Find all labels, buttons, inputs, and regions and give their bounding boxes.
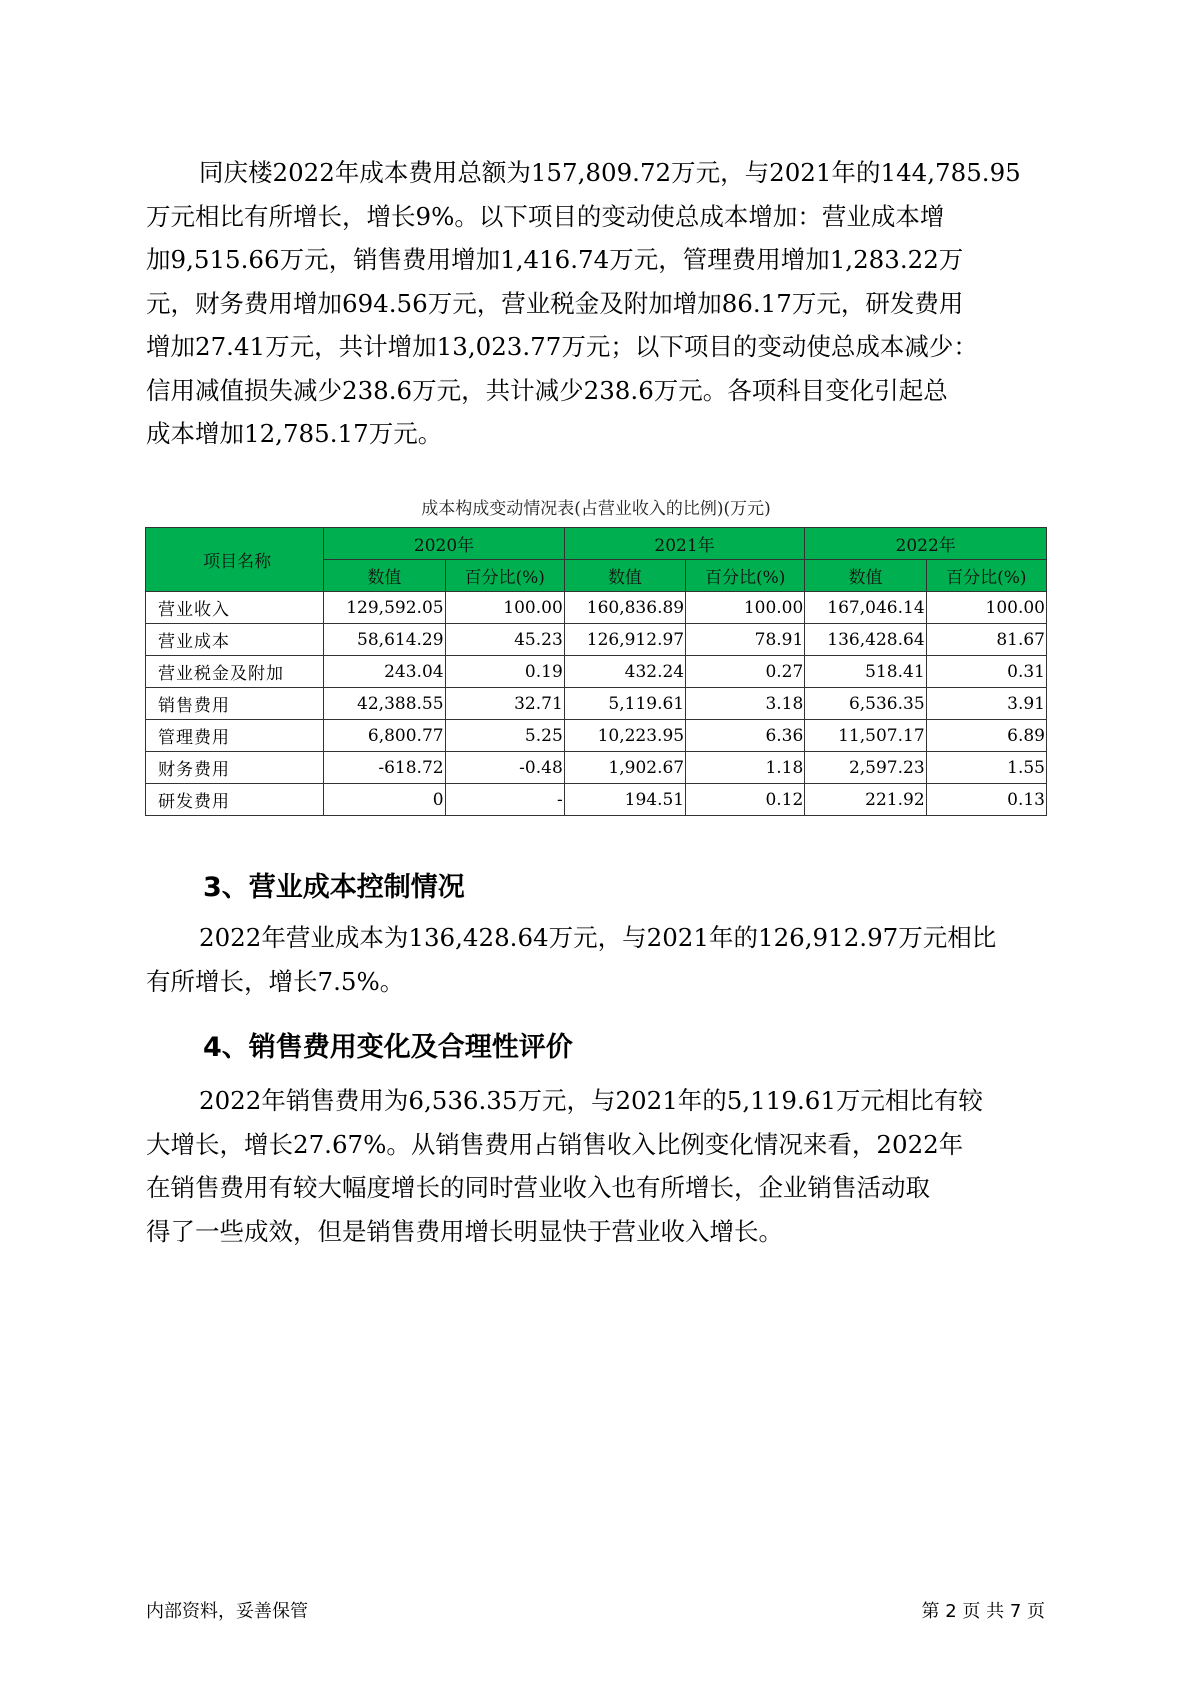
percent-cell: 32.71 — [445, 688, 564, 720]
section-heading-cost-control: 3、营业成本控制情况 — [203, 872, 465, 903]
paragraph-operating-cost — [146, 916, 1046, 1003]
percent-cell: 100.00 — [445, 592, 564, 624]
value-cell: 160,836.89 — [564, 592, 685, 624]
percent-cell: 0.19 — [445, 656, 564, 688]
value-cell: 58,614.29 — [324, 624, 445, 656]
text-line: 加9,515.66万元，销售费用增加1,416.74万元，管理费用增加1,283.22万 — [146, 245, 964, 274]
percent-cell: 0.12 — [686, 784, 805, 816]
paragraph-cost-summary — [146, 151, 1046, 456]
value-cell: 6,800.77 — [324, 720, 445, 752]
header-percent: 百分比(%) — [445, 560, 564, 592]
value-cell: 42,388.55 — [324, 688, 445, 720]
row-label: 营业成本 — [146, 624, 324, 656]
value-cell: 243.04 — [324, 656, 445, 688]
text-line: 增加27.41万元，共计增加13,023.77万元；以下项目的变动使总成本减少： — [146, 332, 978, 361]
text-line: 信用减值损失减少238.6万元，共计减少238.6万元。各项科目变化引起总 — [146, 375, 948, 405]
text-line: 得了一些成效，但是销售费用增长明显快于营业收入增长。 — [146, 1216, 783, 1246]
row-label: 营业收入 — [146, 592, 324, 624]
text-line: 成本增加12,785.17万元。 — [146, 419, 443, 448]
value-cell: 10,223.95 — [564, 720, 685, 752]
text-line: 2022年营业成本为136,428.64万元，与2021年的126,912.97万元相比 — [199, 923, 997, 952]
percent-cell: 3.18 — [686, 688, 805, 720]
table-row — [146, 592, 1047, 624]
percent-cell: - — [445, 784, 564, 816]
value-cell: 518.41 — [805, 656, 926, 688]
header-item-name: 项目名称 — [146, 528, 324, 592]
text-line: 有所增长，增长7.5%。 — [146, 966, 405, 996]
percent-cell: 0.13 — [926, 784, 1046, 816]
value-cell: 1,902.67 — [564, 752, 685, 784]
value-cell: 126,912.97 — [564, 624, 685, 656]
percent-cell: 81.67 — [926, 624, 1046, 656]
value-cell: 11,507.17 — [805, 720, 926, 752]
header-year-2021: 2021年 — [564, 528, 805, 560]
percent-cell: 5.25 — [445, 720, 564, 752]
percent-cell: 78.91 — [686, 624, 805, 656]
section-heading-sales-expense: 4、销售费用变化及合理性评价 — [203, 1032, 573, 1063]
text-line: 在销售费用有较大幅度增长的同时营业收入也有所增长，企业销售活动取 — [146, 1173, 930, 1202]
value-cell: 2,597.23 — [805, 752, 926, 784]
header-percent: 百分比(%) — [926, 560, 1046, 592]
row-label: 财务费用 — [146, 752, 324, 784]
table-row — [146, 656, 1047, 688]
row-label: 管理费用 — [146, 720, 324, 752]
footer-confidential-note: 内部资料，妥善保管 — [146, 1601, 308, 1622]
table-row — [146, 720, 1047, 752]
value-cell: 0 — [324, 784, 445, 816]
percent-cell: 100.00 — [926, 592, 1046, 624]
percent-cell: 6.36 — [686, 720, 805, 752]
table-caption: 成本构成变动情况表(占营业收入的比例)(万元) — [421, 499, 771, 519]
text-line: 同庆楼2022年成本费用总额为157,809.72万元，与2021年的144,785.95 — [199, 158, 1021, 187]
text-line: 万元相比有所增长，增长9%。以下项目的变动使总成本增加：营业成本增 — [146, 201, 945, 231]
paragraph-sales-expense — [146, 1079, 1046, 1253]
header-year-2022: 2022年 — [805, 528, 1047, 560]
percent-cell: -0.48 — [445, 752, 564, 784]
value-cell: 432.24 — [564, 656, 685, 688]
value-cell: 194.51 — [564, 784, 685, 816]
header-percent: 百分比(%) — [686, 560, 805, 592]
text-line: 元，财务费用增加694.56万元，营业税金及附加增加86.17万元，研发费用 — [146, 288, 964, 318]
table-row — [146, 624, 1047, 656]
value-cell: 5,119.61 — [564, 688, 685, 720]
row-label: 营业税金及附加 — [146, 656, 324, 688]
value-cell: 167,046.14 — [805, 592, 926, 624]
cost-structure-table — [145, 527, 1047, 816]
footer-page-number: 第 2 页 共 7 页 — [921, 1601, 1045, 1622]
table-row — [146, 752, 1047, 784]
text-line: 大增长，增长27.67%。从销售费用占销售收入比例变化情况来看，2022年 — [146, 1129, 964, 1159]
row-label: 研发费用 — [146, 784, 324, 816]
table-header-row — [146, 528, 1047, 560]
percent-cell: 1.18 — [686, 752, 805, 784]
value-cell: 6,536.35 — [805, 688, 926, 720]
header-value: 数值 — [324, 560, 445, 592]
percent-cell: 6.89 — [926, 720, 1046, 752]
table-row — [146, 784, 1047, 816]
table-body — [146, 592, 1047, 816]
percent-cell: 1.55 — [926, 752, 1046, 784]
row-label: 销售费用 — [146, 688, 324, 720]
table-row — [146, 688, 1047, 720]
percent-cell: 3.91 — [926, 688, 1046, 720]
percent-cell: 0.31 — [926, 656, 1046, 688]
header-year-2020: 2020年 — [324, 528, 565, 560]
value-cell: 129,592.05 — [324, 592, 445, 624]
percent-cell: 0.27 — [686, 656, 805, 688]
value-cell: 136,428.64 — [805, 624, 926, 656]
percent-cell: 45.23 — [445, 624, 564, 656]
value-cell: -618.72 — [324, 752, 445, 784]
header-value: 数值 — [564, 560, 685, 592]
header-value: 数值 — [805, 560, 926, 592]
value-cell: 221.92 — [805, 784, 926, 816]
percent-cell: 100.00 — [686, 592, 805, 624]
text-line: 2022年销售费用为6,536.35万元，与2021年的5,119.61万元相比有较 — [199, 1086, 983, 1115]
